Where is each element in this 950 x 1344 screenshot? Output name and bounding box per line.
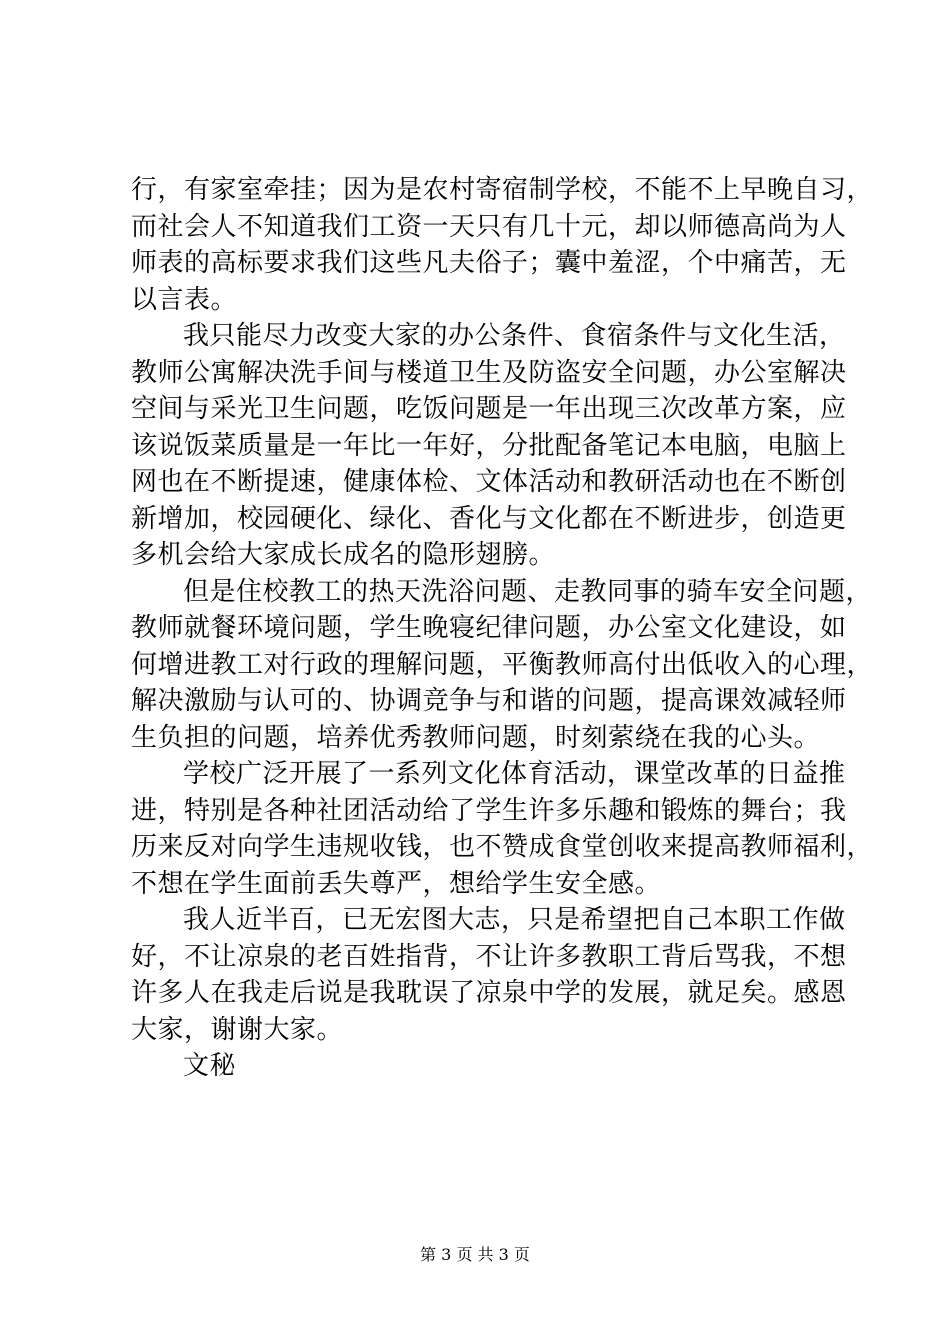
text-line: 不想在学生面前丢失尊严，想给学生安全感。 <box>131 868 662 899</box>
text-line: 历来反对向学生违规收钱，也不赞成食堂创收来提高教师福利， <box>131 832 874 862</box>
text-line: 教师就餐环境问题，学生晚寝纪律问题，办公室文化建设，如 <box>131 613 847 643</box>
text-line: 生负担的问题，培养优秀教师问题，时刻萦绕在我的心头。 <box>131 722 821 753</box>
text-line: 许多人在我走后说是我耽误了凉泉中学的发展，就足矣。感恩 <box>131 978 847 1008</box>
text-line: 以言表。 <box>131 284 238 315</box>
document-body <box>131 172 874 1085</box>
text-line: 我只能尽力改变大家的办公条件、食宿条件与文化生活， <box>183 321 846 351</box>
text-line: 网也在不断提速，健康体检、文体活动和教研活动也在不断创 <box>131 467 847 497</box>
text-line: 师表的高标要求我们这些凡夫俗子；囊中羞涩，个中痛苦，无 <box>131 248 847 278</box>
text-line: 行，有家室牵挂；因为是农村寄宿制学校，不能不上早晚自习， <box>131 175 874 205</box>
text-line: 学校广泛开展了一系列文化体育活动，课堂改革的日益推 <box>183 759 846 789</box>
page-footer: 第 3 页 共 3 页 <box>420 1245 530 1264</box>
text-line: 空间与采光卫生问题，吃饭问题是一年出现三次改革方案，应 <box>131 394 847 424</box>
text-line: 文秘 <box>183 1051 237 1081</box>
text-line: 解决激励与认可的、协调竞争与和谐的问题，提高课效减轻师 <box>131 686 847 716</box>
text-line: 该说饭菜质量是一年比一年好，分批配备笔记本电脑，电脑上 <box>131 430 847 461</box>
text-line: 新增加，校园硬化、绿化、香化与文化都在不断进步，创造更 <box>131 503 847 534</box>
text-line: 大家，谢谢大家。 <box>131 1014 344 1045</box>
text-line: 而社会人不知道我们工资一天只有几十元，却以师德高尚为人 <box>131 211 847 242</box>
text-line: 好，不让凉泉的老百姓指背，不让许多教职工背后骂我，不想 <box>131 941 847 972</box>
text-line: 我人近半百，已无宏图大志，只是希望把自己本职工作做 <box>183 905 846 935</box>
text-line: 多机会给大家成长成名的隐形翅膀。 <box>131 540 556 570</box>
text-line: 教师公寓解决洗手间与楼道卫生及防盗安全问题，办公室解决 <box>131 357 847 388</box>
text-line: 进，特别是各种社团活动给了学生许多乐趣和锻炼的舞台；我 <box>131 795 847 826</box>
text-line: 何增进教工对行政的理解问题，平衡教师高付出低收入的心理， <box>131 649 874 680</box>
text-line: 但是住校教工的热天洗浴问题、走教同事的骑车安全问题， <box>183 576 873 607</box>
